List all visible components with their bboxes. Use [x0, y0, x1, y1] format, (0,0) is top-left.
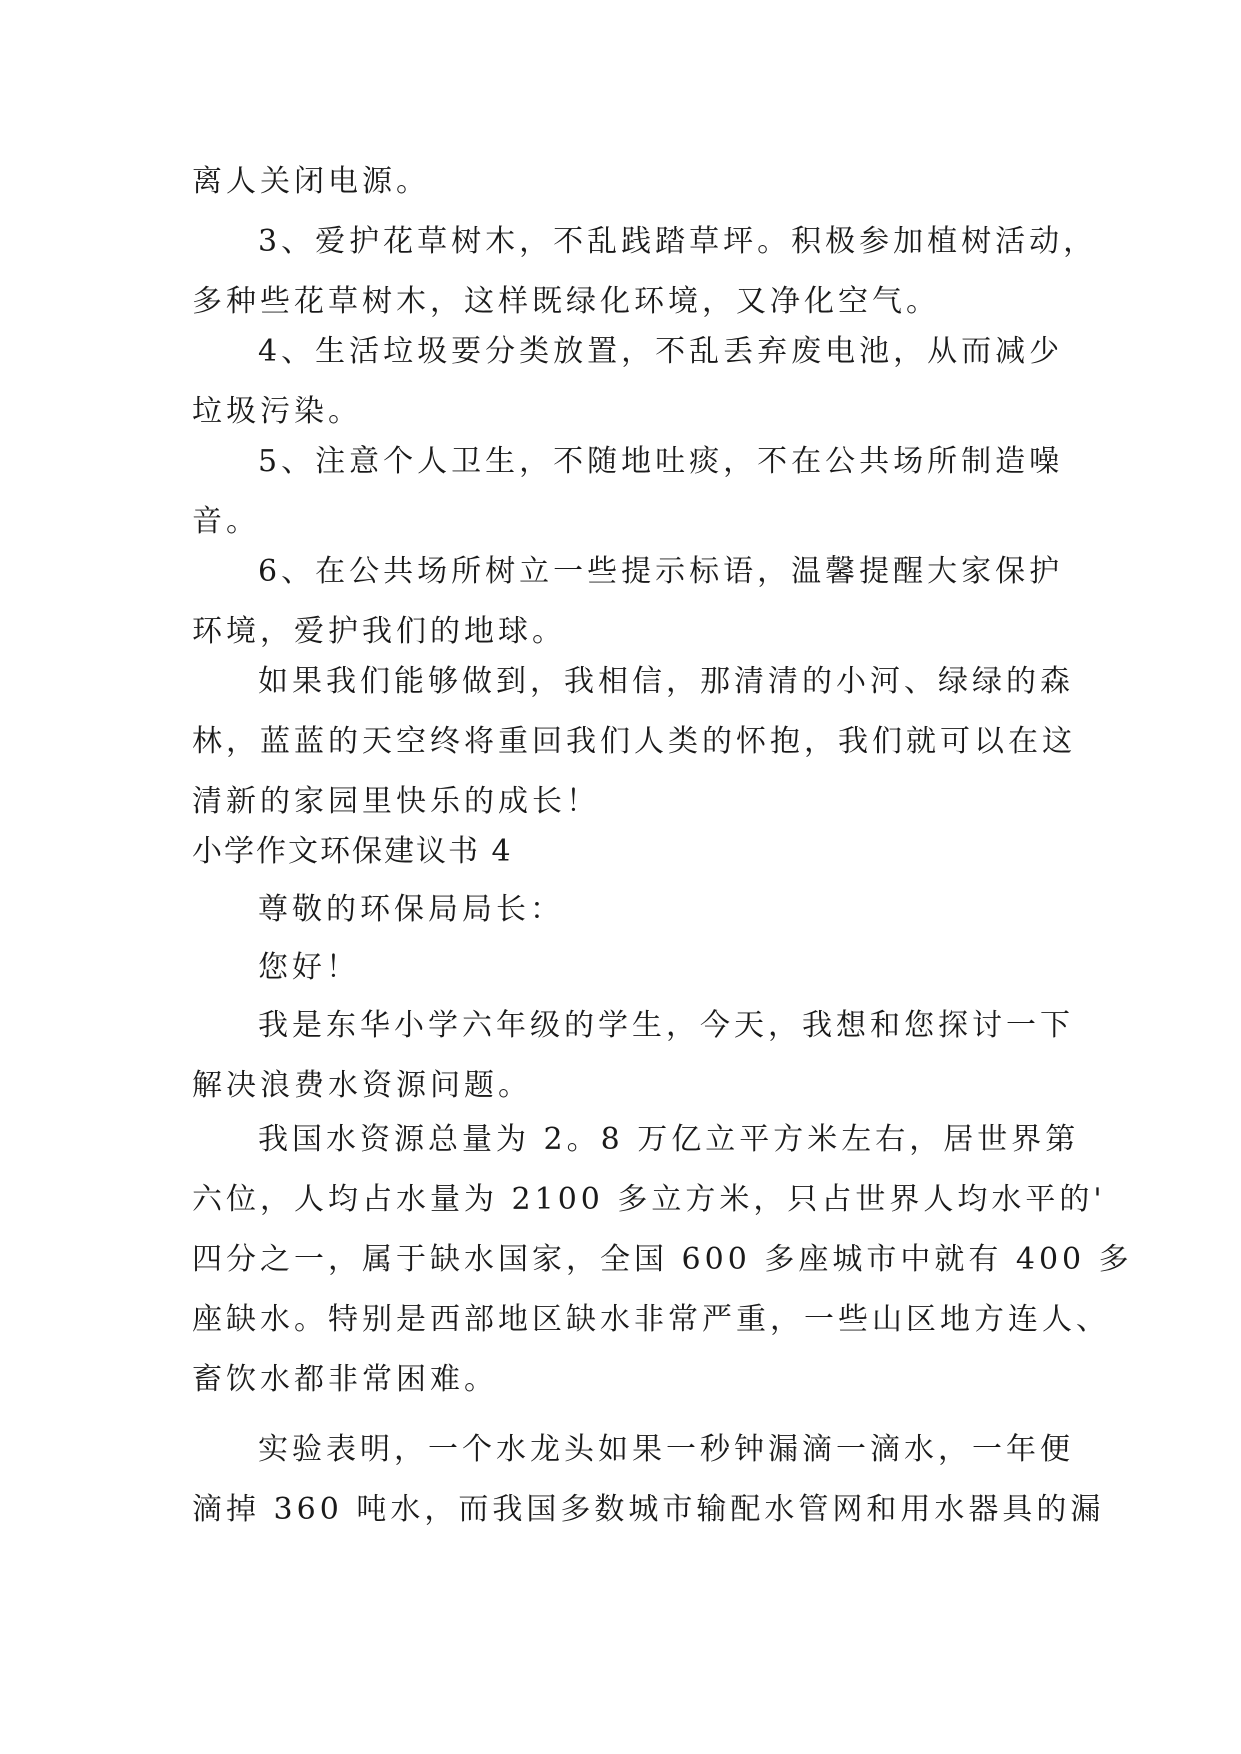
text-line: 6、在公共场所树立一些提示标语，温馨提醒大家保护	[258, 554, 1064, 589]
text-line: 多种些花草树木，这样既绿化环境，又净化空气。	[192, 284, 940, 319]
text-line: 清新的家园里快乐的成长！	[192, 784, 600, 819]
paragraph-conclusion	[192, 652, 1076, 832]
paragraph-item-5	[192, 432, 1072, 552]
text-line: 3、爱护花草树木，不乱践踏草坪。积极参加植树活动，	[258, 224, 1098, 259]
paragraph-water-resources	[192, 1110, 1133, 1410]
text-line: 音。	[192, 504, 260, 539]
text-line: 离人关闭电源。	[192, 164, 430, 199]
paragraph-intro	[192, 996, 1072, 1116]
text-line: 解决浪费水资源问题。	[192, 1068, 532, 1103]
text-line: 畜饮水都非常困难。	[192, 1362, 498, 1397]
text-line: 垃圾污染。	[192, 394, 362, 429]
salutation	[192, 880, 1072, 940]
text-line: 六位，人均占水量为 2100 多立方米，只占世界人均水平的'	[192, 1182, 1106, 1217]
text-line: 四分之一，属于缺水国家，全国 600 多座城市中就有 400 多	[192, 1242, 1133, 1277]
greeting	[192, 938, 1072, 998]
text-line: 我国水资源总量为 2。8 万亿立平方米左右，居世界第	[258, 1122, 1080, 1157]
section-heading: 小学作文环保建议书 4	[192, 834, 513, 869]
paragraph-continuation	[192, 152, 1072, 212]
text-line: 座缺水。特别是西部地区缺水非常严重，一些山区地方连人、	[192, 1302, 1110, 1337]
text-line: 滴掉 360 吨水，而我国多数城市输配水管网和用水器具的漏	[192, 1492, 1105, 1527]
paragraph-item-6	[192, 542, 1072, 662]
paragraph-experiment	[192, 1420, 1105, 1540]
paragraph-item-3	[192, 212, 1098, 332]
text-line: 林，蓝蓝的天空终将重回我们人类的怀抱，我们就可以在这	[192, 724, 1076, 759]
paragraph-item-4	[192, 322, 1072, 442]
text-line: 尊敬的环保局局长：	[258, 892, 564, 927]
text-line: 如果我们能够做到，我相信，那清清的小河、绿绿的森	[258, 664, 1074, 699]
text-line: 5、注意个人卫生，不随地吐痰，不在公共场所制造噪	[258, 444, 1064, 479]
text-line: 4、生活垃圾要分类放置，不乱丢弃废电池，从而减少	[258, 334, 1064, 369]
text-line: 实验表明，一个水龙头如果一秒钟漏滴一滴水，一年便	[258, 1432, 1074, 1467]
text-line: 我是东华小学六年级的学生，今天，我想和您探讨一下	[258, 1008, 1074, 1043]
text-line: 您好！	[258, 950, 360, 985]
text-line: 环境，爱护我们的地球。	[192, 614, 566, 649]
